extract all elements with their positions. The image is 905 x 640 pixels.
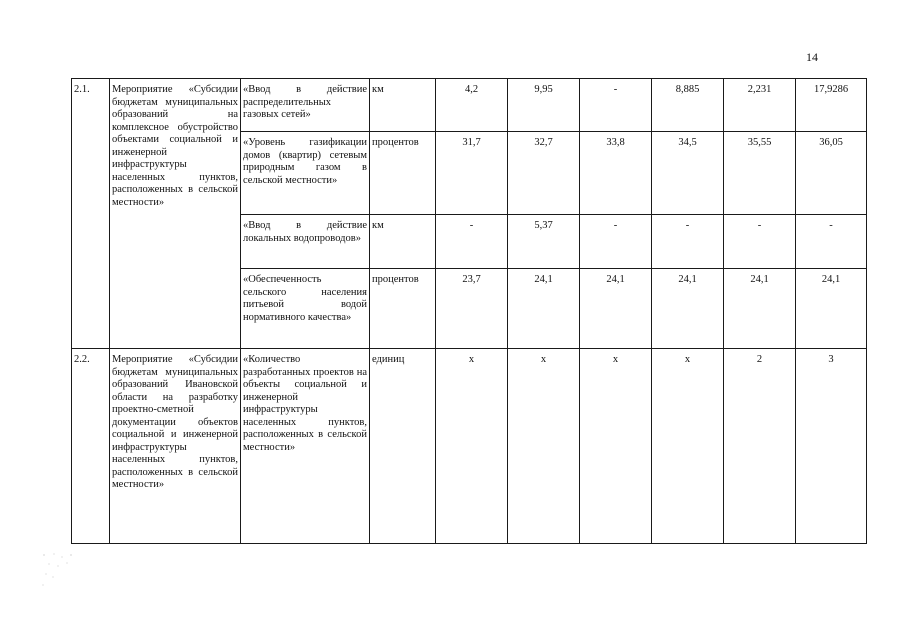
section-number: 2.1. bbox=[72, 79, 110, 349]
value-cell: 4,2 bbox=[436, 79, 508, 132]
value-cell: 32,7 bbox=[508, 132, 580, 215]
value-cell: 9,95 bbox=[508, 79, 580, 132]
indicator-name: «Уровень газификации домов (квартир) сетевым природным газом в сельской местности» bbox=[241, 132, 370, 215]
scan-noise bbox=[40, 552, 100, 592]
table-row bbox=[72, 79, 867, 132]
indicator-name: «Ввод в действие распределительных газовых сетей» bbox=[241, 79, 370, 132]
value-cell: - bbox=[436, 215, 508, 269]
unit-cell: единиц bbox=[370, 349, 436, 544]
value-cell: х bbox=[580, 349, 652, 544]
unit-cell: процентов bbox=[370, 132, 436, 215]
value-cell: 8,885 bbox=[652, 79, 724, 132]
table-row bbox=[72, 349, 867, 544]
section-number: 2.2. bbox=[72, 349, 110, 544]
indicator-name: «Ввод в действие локальных водопроводов» bbox=[241, 215, 370, 269]
value-cell: - bbox=[724, 215, 796, 269]
page-number: 14 bbox=[806, 50, 818, 64]
indicator-name: «Количество разработанных проектов на объекты социальной и инженерной инфраструктуры населенных пунктов, расположенных в сельской местности» bbox=[241, 349, 370, 544]
measure-description: Мероприятие «Субсидии бюджетам муниципальных образований Ивановской области на разработку проектно-сметной документации объектов социальной и инженерной инфраструктуры населенных пунктов, расположенных в сельской местности» bbox=[110, 349, 241, 544]
measure-description: Мероприятие «Субсидии бюджетам муниципальных образований на комплексное обустройство объектами социальной и инженерной инфраструктуры населенных пунктов, расположенных в сельской местности» bbox=[110, 79, 241, 349]
value-cell: х bbox=[508, 349, 580, 544]
value-cell: - bbox=[796, 215, 867, 269]
value-cell: 3 bbox=[796, 349, 867, 544]
value-cell: 5,37 bbox=[508, 215, 580, 269]
value-cell: 34,5 bbox=[652, 132, 724, 215]
indicator-name: «Обеспеченность сельского населения питьевой водой нормативного качества» bbox=[241, 269, 370, 349]
value-cell: 35,55 bbox=[724, 132, 796, 215]
value-cell: х bbox=[436, 349, 508, 544]
value-cell: 24,1 bbox=[796, 269, 867, 349]
value-cell: 23,7 bbox=[436, 269, 508, 349]
value-cell: - bbox=[652, 215, 724, 269]
indicators-table bbox=[71, 78, 867, 544]
unit-cell: км bbox=[370, 79, 436, 132]
value-cell: 2 bbox=[724, 349, 796, 544]
value-cell: 36,05 bbox=[796, 132, 867, 215]
value-cell: - bbox=[580, 215, 652, 269]
value-cell: 31,7 bbox=[436, 132, 508, 215]
value-cell: 33,8 bbox=[580, 132, 652, 215]
value-cell: х bbox=[652, 349, 724, 544]
value-cell: 17,9286 bbox=[796, 79, 867, 132]
unit-cell: процентов bbox=[370, 269, 436, 349]
value-cell: 24,1 bbox=[580, 269, 652, 349]
unit-cell: км bbox=[370, 215, 436, 269]
value-cell: 24,1 bbox=[724, 269, 796, 349]
value-cell: 24,1 bbox=[508, 269, 580, 349]
value-cell: 24,1 bbox=[652, 269, 724, 349]
value-cell: 2,231 bbox=[724, 79, 796, 132]
value-cell: - bbox=[580, 79, 652, 132]
